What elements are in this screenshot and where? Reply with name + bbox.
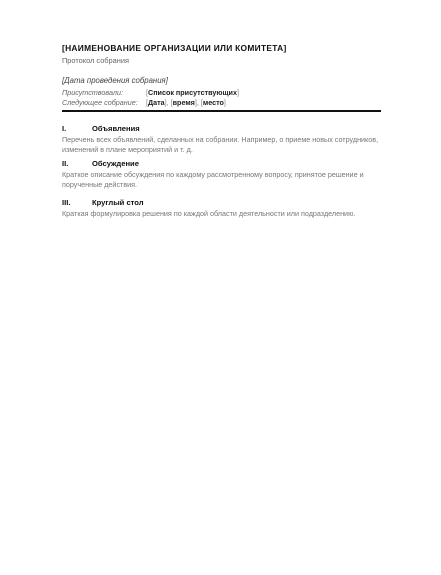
section-body[interactable]: Краткое описание обсуждения по каждому рассмотренному вопросу, принятое решение и порученные действия.	[62, 170, 364, 190]
next-meeting-time[interactable]: время	[172, 98, 195, 107]
section-body[interactable]: Краткая формулировка решения по каждой области деятельности или подразделению.	[62, 209, 356, 218]
attendees-label: Присутствовали:	[62, 88, 123, 97]
section-heading[interactable]: Круглый стол	[92, 198, 144, 207]
section-announcements	[62, 124, 382, 156]
section-number: III.	[62, 198, 71, 207]
section-header	[62, 198, 382, 208]
horizontal-divider	[62, 110, 381, 112]
meeting-date-field[interactable]: [Дата проведения собрания]	[62, 76, 168, 85]
document-subtitle[interactable]: Протокол собрания	[62, 56, 129, 65]
section-header	[62, 124, 382, 134]
section-heading[interactable]: Объявления	[92, 124, 140, 133]
section-discussion	[62, 159, 382, 191]
section-body[interactable]: Перечень всех объявлений, сделанных на собрании. Например, о приеме новых сотрудников, изменений в плане мероприятий и т. д.	[62, 135, 379, 155]
next-meeting-date[interactable]: Дата	[148, 98, 165, 107]
section-number: I.	[62, 124, 67, 133]
section-round-table	[62, 198, 382, 219]
section-header	[62, 159, 382, 169]
section-heading[interactable]: Обсуждение	[92, 159, 139, 168]
organization-title[interactable]: [НАИМЕНОВАНИЕ ОРГАНИЗАЦИИ ИЛИ КОМИТЕТА]	[62, 43, 287, 53]
next-meeting-label: Следующее собрание:	[62, 98, 138, 107]
next-meeting-place[interactable]: место	[202, 98, 224, 107]
next-meeting-fields: [Дата], [время], [место]	[146, 98, 226, 107]
attendees-field[interactable]: [Список присутствующих]	[146, 88, 239, 97]
attendees-value[interactable]: Список присутствующих	[148, 88, 237, 97]
section-number: II.	[62, 159, 69, 168]
